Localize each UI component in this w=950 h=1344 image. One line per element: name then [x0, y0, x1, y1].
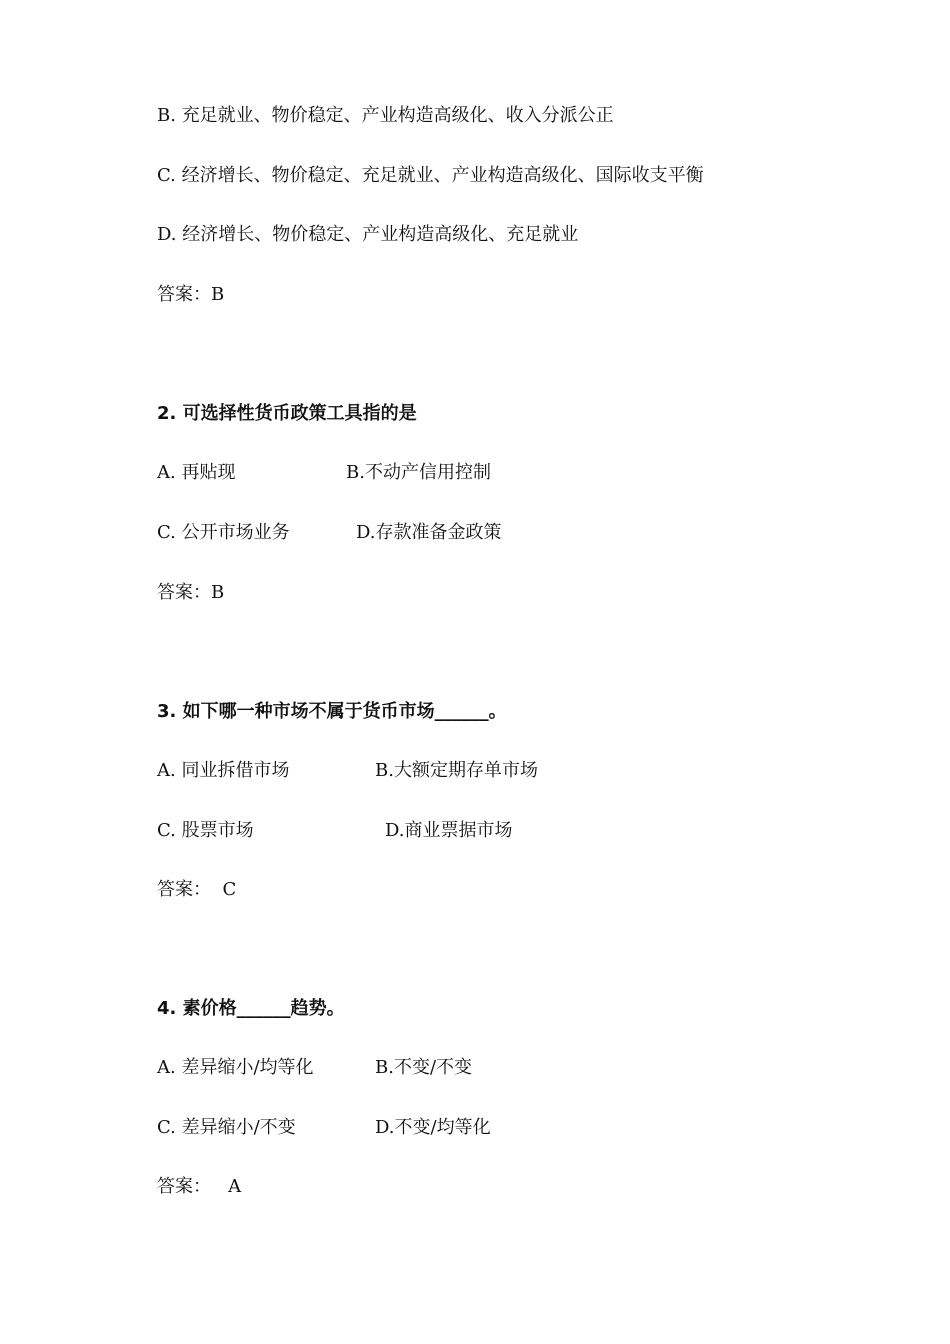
q1-option-d: D. 经济增长、物价稳定、产业构造高级化、充足就业	[157, 224, 579, 245]
q2-option-d: D.存款准备金政策	[356, 522, 502, 543]
q3-option-b: B.大额定期存单市场	[375, 760, 538, 781]
q4-option-b: B.不变/不变	[375, 1057, 473, 1078]
q2-option-c: C. 公开市场业务	[157, 522, 290, 543]
q4-option-c: C. 差异缩小/不变	[157, 1117, 296, 1138]
q3-title: 3. 如下哪一种市场不属于货币市场______。	[157, 701, 507, 722]
q4-option-d: D.不变/均等化	[375, 1117, 491, 1138]
q2-option-a: A. 再贴现	[157, 462, 236, 483]
q1-answer: 答案：B	[157, 284, 225, 305]
q1-option-c: C. 经济增长、物价稳定、充足就业、产业构造高级化、国际收支平衡	[157, 165, 704, 186]
q4-answer: 答案： A	[157, 1176, 242, 1197]
q2-title: 2. 可选择性货币政策工具指的是	[157, 403, 417, 424]
q4-option-a: A. 差异缩小/均等化	[157, 1057, 314, 1078]
q1-option-b: B. 充足就业、物价稳定、产业构造高级化、收入分派公正	[157, 105, 614, 126]
q3-option-a: A. 同业拆借市场	[157, 760, 290, 781]
q2-answer: 答案：B	[157, 582, 225, 603]
q3-answer: 答案： C	[157, 879, 237, 900]
q4-title: 4. 素价格______趋势。	[157, 998, 345, 1019]
q2-option-b: B.不动产信用控制	[346, 462, 491, 483]
q3-option-c: C. 股票市场	[157, 820, 254, 841]
q3-option-d: D.商业票据市场	[385, 820, 513, 841]
